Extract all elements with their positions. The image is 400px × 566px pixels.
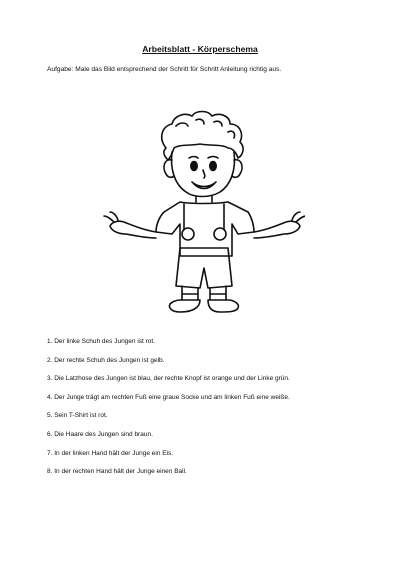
instruction-item: 5. Sein T-Shirt ist rot. xyxy=(47,412,108,420)
right-arm xyxy=(254,221,300,238)
instruction-item: 6. Die Haare des Jungen sind braun. xyxy=(47,430,153,438)
instruction-item: 7. In der linken Hand hält der Junge ein Eis. xyxy=(47,449,174,457)
instruction-item: 8. In der rechten Hand hält der Junge einen Ball. xyxy=(47,468,187,476)
worksheet-title: Arbeitsblatt - Körperschema xyxy=(142,44,258,54)
overall-button-right xyxy=(214,228,226,240)
instruction-item: 4. Der Junge trägt am rechten Fuß eine graue Socke und am linken Fuß eine weiße. xyxy=(47,393,290,401)
instruction-item: 2. Der rechte Schuh des Jungen ist gelb. xyxy=(47,356,165,364)
boy-illustration xyxy=(100,108,305,328)
task-description: Aufgabe: Male das Bild entsprechend der Schritt für Schritt Anleitung richtig aus. xyxy=(47,66,282,73)
overall-button-left xyxy=(182,228,194,240)
instruction-list xyxy=(47,337,387,486)
boy-head xyxy=(172,152,235,197)
shoe-right xyxy=(208,300,238,312)
boy-overall-pants xyxy=(176,248,232,288)
left-arm xyxy=(110,221,156,238)
shoe-left xyxy=(169,300,200,312)
instruction-item: 1. Der linke Schuh des Jungen ist rot. xyxy=(47,338,156,345)
instruction-item: 3. Die Latzhose des Jungen ist blau, der rechte Knopf ist orange und der Linke grün. xyxy=(47,375,290,383)
boy-hair xyxy=(162,112,243,161)
